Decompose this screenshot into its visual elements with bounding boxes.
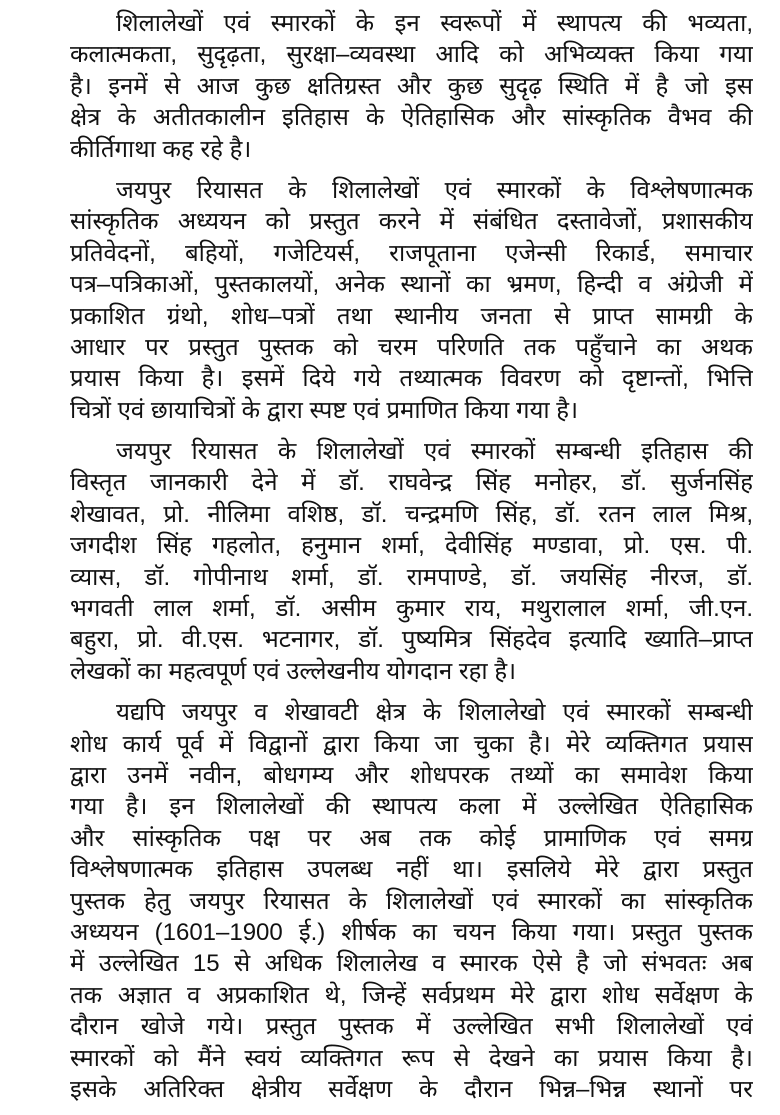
text-line: प्रतिवेदनों, बहियों, गजेटियर्स, राजपूताना एजेन्सी रिकार्ड, समाचार (70, 239, 753, 267)
text-line: लेखकों का महत्वपूर्ण एवं उल्लेखनीय योगदान रहा है। (70, 657, 517, 685)
text-line: शिलालेखों एवं स्मारकों के इन स्वरूपों में स्थापत्य की भव्यता, (116, 10, 753, 37)
text-line: आधार पर प्रस्तुत पुस्तक को चरम परिणति तक पहुँचाने का अथक (70, 333, 753, 361)
paragraph (70, 175, 753, 426)
text-line: अध्ययन (1601–1900 ई.) शीर्षक का चयन किया गया। प्रस्तुत पुस्तक (70, 918, 753, 946)
text-line: दौरान खोजे गये। प्रस्तुत पुस्तक में उल्लेखित सभी शिलालेखों एवं (70, 1013, 753, 1041)
text-line: पत्र–पत्रिकाओं, पुस्तकालयों, अनेक स्थानों का भ्रमण, हिन्दी व अंग्रेजी में (70, 271, 753, 299)
text-line: विश्लेषणात्मक इतिहास उपलब्ध नहीं था। इसलिये मेरे द्वारा प्रस्तुत (70, 856, 753, 884)
text-line: तक अज्ञात व अप्रकाशित थे, जिन्हें सर्वप्रथम मेरे द्वारा शोध सर्वेक्षण के (70, 981, 753, 1009)
paragraph (70, 8, 753, 165)
text-line: द्वारा उनमें नवीन, बोधगम्य और शोधपरक तथ्यों का समावेश किया (70, 761, 753, 789)
text-line: कीर्तिगाथा कह रहे है। (70, 135, 252, 163)
text-line: बहुरा, प्रो. वी.एस. भटनागर, डॉ. पुष्यमित्र सिंहदेव इत्यादि ख्याति–प्राप्त (70, 626, 753, 654)
paragraph (70, 697, 753, 1105)
text-line: स्मारकों को मैंने स्वयं व्यक्तिगत रूप से देखने का प्रयास किया है। (70, 1044, 753, 1072)
text-line: प्रकाशित ग्रंथो, शोध–पत्रों तथा स्थानीय जनता से प्राप्त सामग्री के (70, 302, 753, 330)
text-line: शेखावत, प्रो. नीलिमा वशिष्ठ, डॉ. चन्द्रमणि सिंह, डॉ. रतन लाल मिश्र, (70, 500, 753, 528)
text-line: भगवती लाल शर्मा, डॉ. असीम कुमार राय, मथुरालाल शर्मा, जी.एन. (70, 595, 753, 623)
text-line: क्षेत्र के अतीतकालीन इतिहास के ऐतिहासिक और सांस्कृतिक वैभव की (70, 104, 753, 132)
text-line: जगदीश सिंह गहलोत, हनुमान शर्मा, देवीसिंह मण्डावा, प्रो. एस. पी. (70, 532, 753, 560)
text-line: शोध कार्य पूर्व में विद्वानों द्वारा किया जा चुका है। मेरे व्यक्तिगत प्रयास (70, 730, 753, 758)
text-line: सांस्कृतिक अध्ययन को प्रस्तुत करने में संबंधित दस्तावेजों, प्रशासकीय (70, 208, 753, 236)
paragraph (70, 436, 753, 687)
text-line: और सांस्कृतिक पक्ष पर अब तक कोई प्रामाणिक एवं समग्र (70, 824, 753, 852)
text-line: जयपुर रियासत के शिलालेखों एवं स्मारकों सम्बन्धी इतिहास की (116, 438, 753, 466)
text-line: चित्रों एवं छायाचित्रों के द्वारा स्पष्ट एवं प्रमाणित किया गया है। (70, 396, 579, 424)
text-line: गया है। इन शिलालेखों की स्थापत्य कला में उल्लेखित ऐतिहासिक (70, 793, 753, 821)
text-line: है। इनमें से आज कुछ क्षतिग्रस्त और कुछ सुदृढ़ स्थिति में है जो इस (70, 72, 753, 100)
text-line: यद्यपि जयपुर व शेखावटी क्षेत्र के शिलालेखो एवं स्मारकों सम्बन्धी (116, 699, 753, 727)
text-line: इसके अतिरिक्त क्षेत्रीय सर्वेक्षण के दौरान भिन्न–भिन्न स्थानों पर (70, 1075, 753, 1103)
text-line: पुस्तक हेतु जयपुर रियासत के शिलालेखों एवं स्मारकों का सांस्कृतिक (70, 887, 753, 915)
text-line: में उल्लेखित 15 से अधिक शिलालेख व स्मारक ऐसे है जो संभवतः अब (70, 950, 753, 978)
document-page (70, 8, 753, 1115)
text-line: कलात्मकता, सुदृढ़ता, सुरक्षा–व्यवस्था आदि को अभिव्यक्त किया गया (70, 41, 753, 69)
text-line: प्रयास किया है। इसमें दिये गये तथ्यात्मक विवरण को दृष्टान्तों, भित्ति (70, 365, 753, 393)
text-line: विस्तृत जानकारी देने में डॉ. राघवेन्द्र सिंह मनोहर, डॉ. सुर्जनसिंह (70, 469, 753, 497)
text-line: जयपुर रियासत के शिलालेखों एवं स्मारकों के विश्लेषणात्मक (116, 176, 753, 204)
text-line: व्यास, डॉ. गोपीनाथ शर्मा, डॉ. रामपाण्डे, डॉ. जयसिंह नीरज, डॉ. (70, 563, 753, 591)
